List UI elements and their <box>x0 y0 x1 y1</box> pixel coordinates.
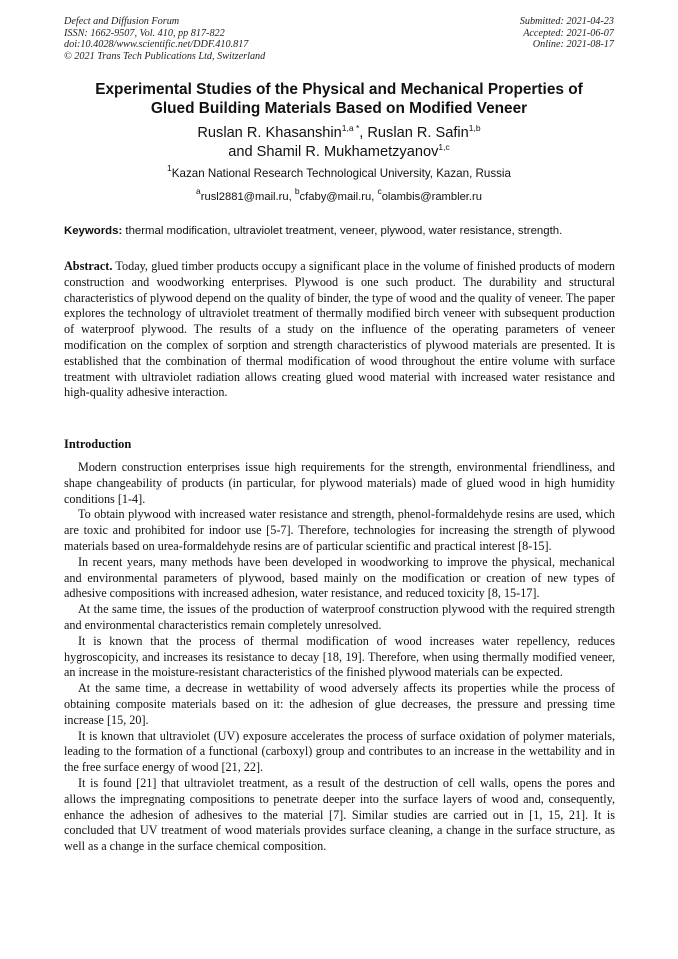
abstract-label: Abstract. <box>64 259 113 273</box>
journal-header <box>64 16 265 62</box>
affiliation-marker: 1 <box>167 163 172 173</box>
author-3: and Shamil R. Mukhametzyanov <box>228 143 439 160</box>
email-marker-b: b <box>294 186 300 196</box>
journal-name: Defect and Diffusion Forum <box>64 16 180 27</box>
affiliation-text: Kazan National Research Technological University, Kazan, Russia <box>171 167 511 180</box>
email-list <box>40 186 638 204</box>
paragraph: In recent years, many methods have been developed in woodworking to improve the physical, mechanical and environmental parameters of plywood, based mainly on the modification or creation of new types of adhesive compositions with increased adhesion, water resistance, and reduced toxicity [8, 15-17]. <box>64 554 615 601</box>
introduction-body <box>64 460 615 855</box>
paper-title <box>40 81 638 118</box>
section-heading: Introduction <box>64 437 132 451</box>
author-1-affil: 1,a * <box>341 123 360 133</box>
keywords-text: thermal modification, ultraviolet treatment, veneer, plywood, water resistance, strength. <box>122 225 563 237</box>
keywords-label: Keywords: <box>64 225 123 237</box>
affiliation <box>40 163 638 181</box>
authors-line-1 <box>40 124 638 143</box>
abstract-text: Today, glued timber products occupy a significant place in the volume of finished products of modern construction and woodworking enterprises. Plywood is one such product. The durability and structural characteristics of plywood depend on the quality of binder, the type of wood and the quality of veneer. The paper explores the technology of ultraviolet treatment of thermally modified birch veneer with subsequent production of waterproof plywood. The results of a study on the influence of the operating parameters of veneer modification on the complex of sorption and strength characteristics of plywood materials are presented. It is established that the combination of thermal modification of wood throughout the entire volume with surface treatment with ultraviolet radiation allows creating glued wood material with increased water resistance and high-quality adhesive interaction. <box>64 259 615 400</box>
author-1: Ruslan R. Khasanshin <box>197 125 342 141</box>
online-date: Online: 2021-08-17 <box>532 39 614 51</box>
abstract <box>64 259 615 401</box>
author-separator: , <box>359 125 368 141</box>
paragraph: It is known that the process of thermal modification of wood increases water repellency, reduces hygroscopicity, and increases its resistance to decay [18, 19]. Therefore, when using thermally modified veneer, an increase in the moisture-resistant characteristics of the finished plywood materials can be expected. <box>64 633 615 680</box>
email-link[interactable]: cfaby@mail.ru <box>299 191 372 203</box>
author-2-affil: 1,b <box>468 123 481 133</box>
title-line-1: Experimental Studies of the Physical and Mechanical Properties of <box>95 81 583 98</box>
email-marker-a: a <box>196 186 201 196</box>
journal-doi: doi:10.4028/www.scientific.net/DDF.410.817 <box>64 39 249 51</box>
email-link[interactable]: olambis@rambler.ru <box>381 191 482 203</box>
author-2: Ruslan R. Safin <box>367 125 469 141</box>
email-separator: , <box>288 191 295 203</box>
email-marker-c: c <box>377 186 382 196</box>
authors-line-2 <box>40 143 638 162</box>
accepted-date: Accepted: 2021-06-07 <box>523 27 614 39</box>
paragraph: It is known that ultraviolet (UV) exposure accelerates the process of surface oxidation of polymer materials, leading to the formation of a functional (carboxyl) group and contributes to an increase in the wettability and in the free surface energy of wood [21, 22]. <box>64 728 615 775</box>
dates-header <box>520 16 614 51</box>
submitted-date: Submitted: 2021-04-23 <box>519 16 614 27</box>
title-line-2: Glued Building Materials Based on Modified Veneer <box>150 99 528 117</box>
paragraph: It is found [21] that ultraviolet treatment, as a result of the destruction of cell walls, opens the pores and allows the impregnating compositions to penetrate deeper into the surface layers of wood and, consequently, enhance the adhesion of adhesives to the material [7]. Similar studies are carried out in [1, 15, 21]. It is concluded that UV treatment of wood materials provides surface cleaning, a change in the surface structure, as well as a change in the surface chemical composition. <box>64 775 615 854</box>
email-separator: , <box>371 191 378 203</box>
email-link[interactable]: rusl2881@mail.ru <box>200 191 289 203</box>
keywords <box>64 224 615 238</box>
paragraph: Modern construction enterprises issue high requirements for the strength, environmental friendliness, and shape changeability of products (in particular, for plywood materials) made of glued wood in high humidity conditions [1-4]. <box>64 460 615 506</box>
journal-copyright: © 2021 Trans Tech Publications Ltd, Switzerland <box>64 50 266 62</box>
paragraph: To obtain plywood with increased water resistance and strength, phenol-formaldehyde resins are used, which are toxic and prohibited for indoor use [5-7]. Therefore, technologies for increasing the strength of plywood materials based on urea-formaldehyde resins are of particular scientific and practical interest [8-15]. <box>64 507 615 553</box>
journal-issn: ISSN: 1662-9507, Vol. 410, pp 817-822 <box>64 27 225 39</box>
author-3-affil: 1,c <box>438 141 450 152</box>
paragraph: At the same time, the issues of the production of waterproof construction plywood with the required strength and environmental characteristics remain completely unresolved. <box>64 602 615 632</box>
author-list <box>40 124 638 161</box>
paragraph: At the same time, a decrease in wettability of wood adversely affects its properties while the process of obtaining composite materials based on it: the adhesion of glue decreases, the pressure and pressing time increase [15, 20]. <box>64 681 615 727</box>
